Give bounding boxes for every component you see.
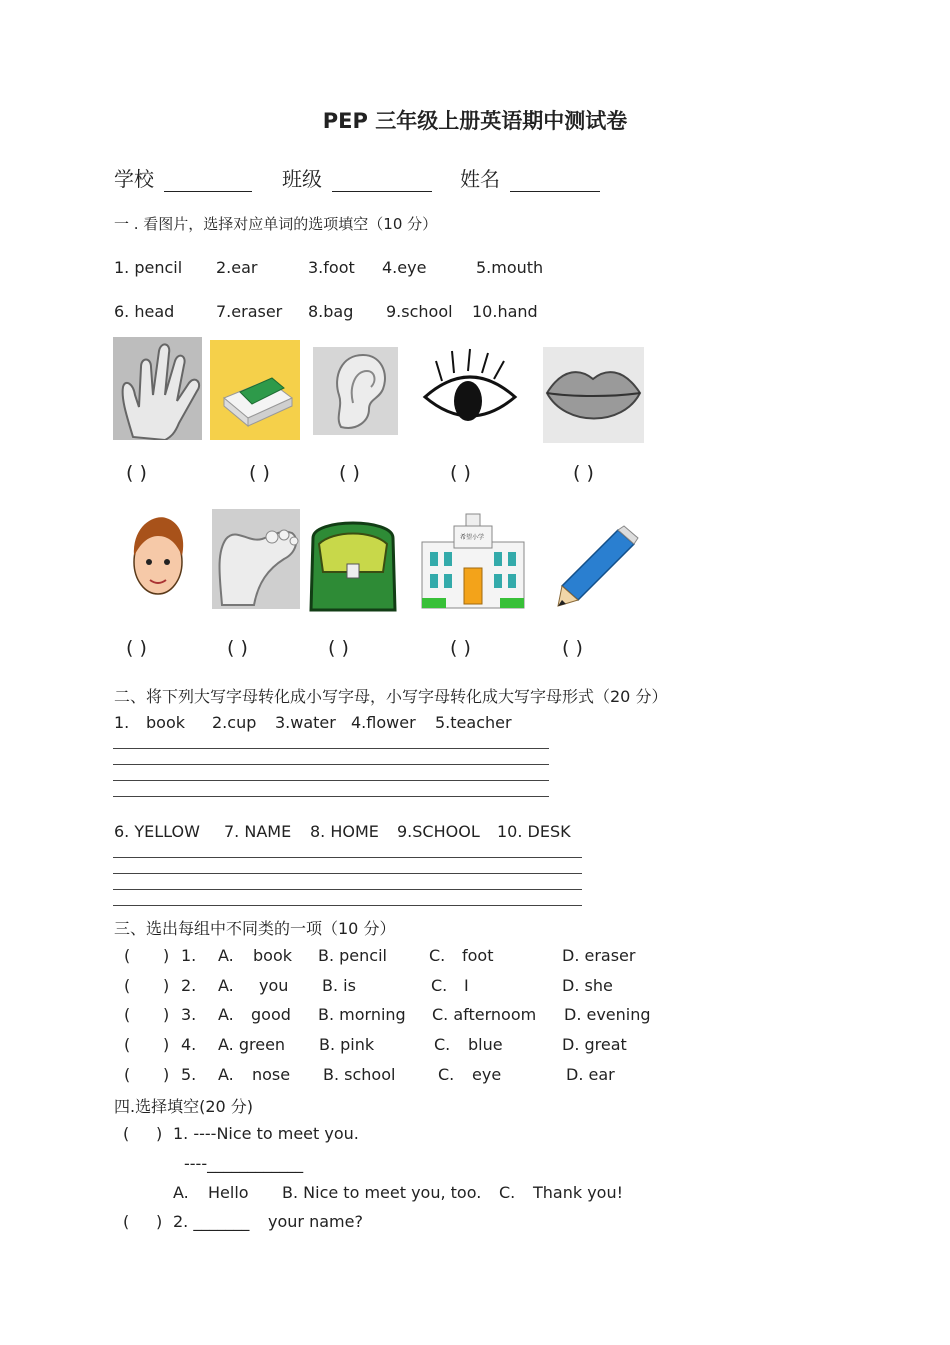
word-item: 4.eye	[382, 258, 427, 277]
option-c-text: I	[464, 976, 469, 995]
word-item: 9.SCHOOL	[397, 822, 480, 841]
option-a: A. green	[218, 1035, 286, 1054]
answer-paren-open[interactable]: (	[124, 946, 131, 965]
answer-paren[interactable]: ( )	[450, 462, 471, 484]
section2-heading: 二、将下列大写字母转化成小写字母，小写字母转化成大写字母形式（20 分）	[114, 687, 668, 706]
option-c: C.	[434, 1035, 451, 1054]
answer-paren-close: )	[163, 1035, 170, 1054]
answer-paren-close: )	[156, 1212, 163, 1231]
answer-paren-close: )	[163, 1005, 170, 1024]
name-field	[460, 163, 600, 192]
class-blank[interactable]	[332, 173, 432, 192]
option-c: C.	[499, 1183, 516, 1202]
word-item: 4.flower	[351, 713, 416, 732]
hand-icon	[113, 337, 202, 440]
answer-paren[interactable]: ( )	[249, 462, 270, 484]
head-icon	[128, 512, 188, 602]
word-item: 1. pencil	[114, 258, 183, 277]
school-blank[interactable]	[164, 173, 252, 192]
class-field	[282, 163, 432, 192]
word-item: 2.cup	[212, 713, 257, 732]
section1-heading: 一 . 看图片，选择对应单词的选项填空（10 分）	[114, 215, 438, 233]
question-number: 4.	[181, 1035, 197, 1054]
answer-paren[interactable]: ( )	[126, 462, 147, 484]
option-c: C.	[429, 946, 446, 965]
option-c-text: eye	[472, 1065, 502, 1084]
option-c: C.	[438, 1065, 455, 1084]
word-item: 5.mouth	[476, 258, 544, 277]
question-text[interactable]: 2. _______	[173, 1212, 250, 1231]
writing-line[interactable]	[113, 889, 582, 890]
writing-line[interactable]	[113, 873, 582, 874]
answer-paren[interactable]: ( )	[227, 637, 248, 659]
school-field	[114, 163, 252, 192]
section4-heading: 四.选择填空(20 分)	[114, 1097, 254, 1116]
answer-paren[interactable]: ( )	[126, 637, 147, 659]
school-icon	[416, 512, 530, 612]
option-a-text: good	[251, 1005, 291, 1024]
ear-icon	[313, 347, 398, 435]
word-item: 7. NAME	[224, 822, 292, 841]
question-text: 1. ----Nice to meet you.	[173, 1124, 359, 1143]
answer-paren[interactable]: ( )	[562, 637, 583, 659]
option-d: D. she	[562, 976, 613, 995]
pencil-icon	[548, 520, 644, 612]
answer-paren-close: )	[163, 946, 170, 965]
section3-heading: 三、选出每组中不同类的一项（10 分）	[114, 919, 396, 938]
foot-icon	[212, 509, 300, 609]
question-number: 1.	[181, 946, 197, 965]
option-d: D. eraser	[562, 946, 636, 965]
option-d: D. great	[562, 1035, 627, 1054]
name-label: 姓名	[460, 167, 500, 191]
option-a-text: Hello	[208, 1183, 249, 1202]
answer-paren-open[interactable]: (	[124, 1005, 131, 1024]
name-blank[interactable]	[510, 173, 600, 192]
page-title: PEP 三年级上册英语期中测试卷	[322, 109, 628, 133]
word-item: 10.hand	[472, 302, 538, 321]
option-a: A.	[218, 946, 234, 965]
option-a-text: you	[259, 976, 289, 995]
school-sign: 希望小学	[460, 534, 485, 541]
option-a: A.	[218, 1065, 234, 1084]
writing-line[interactable]	[113, 748, 549, 749]
question-number: 2.	[181, 976, 197, 995]
question-tail: your name?	[268, 1212, 363, 1231]
word-item: 2.ear	[216, 258, 258, 277]
bag-icon	[303, 508, 403, 618]
option-a: A.	[173, 1183, 189, 1202]
answer-paren-open[interactable]: (	[123, 1212, 130, 1231]
school-label: 学校	[114, 167, 154, 191]
word-item: 6. YELLOW	[114, 822, 200, 841]
writing-line[interactable]	[113, 857, 582, 858]
class-label: 班级	[282, 167, 322, 191]
answer-paren-close: )	[163, 1065, 170, 1084]
option-a-text: nose	[252, 1065, 291, 1084]
answer-paren-open[interactable]: (	[123, 1124, 130, 1143]
word-item: 7.eraser	[216, 302, 283, 321]
option-b: B. Nice to meet you, too.	[282, 1183, 482, 1202]
answer-paren-close: )	[156, 1124, 163, 1143]
answer-paren[interactable]: ( )	[339, 462, 360, 484]
option-b: B. pencil	[318, 946, 387, 965]
option-d: D. evening	[564, 1005, 651, 1024]
answer-paren[interactable]: ( )	[450, 637, 471, 659]
eye-icon	[420, 345, 520, 435]
word-item: 8.bag	[308, 302, 354, 321]
answer-paren-close: )	[163, 976, 170, 995]
writing-line[interactable]	[113, 905, 582, 906]
word-item: 3.water	[275, 713, 336, 732]
writing-line[interactable]	[113, 780, 549, 781]
option-d: D. ear	[566, 1065, 615, 1084]
word-item: 8. HOME	[310, 822, 379, 841]
option-b: B. pink	[319, 1035, 375, 1054]
answer-paren-open[interactable]: (	[124, 1035, 131, 1054]
option-c-text: foot	[462, 946, 494, 965]
word-item: 3.foot	[308, 258, 355, 277]
option-a: A.	[218, 1005, 234, 1024]
option-c-text: Thank you!	[533, 1183, 624, 1202]
writing-line[interactable]	[113, 796, 549, 797]
word-item: 6. head	[114, 302, 175, 321]
question-number: 3.	[181, 1005, 197, 1024]
option-b: B. morning	[318, 1005, 406, 1024]
option-c: C.	[431, 976, 448, 995]
option-b: B. is	[322, 976, 356, 995]
option-c-text: blue	[468, 1035, 503, 1054]
answer-paren-open[interactable]: (	[124, 1065, 131, 1084]
word-item: 10. DESK	[497, 822, 571, 841]
eraser-icon	[210, 340, 300, 440]
word-item: book	[146, 713, 185, 732]
answer-paren[interactable]: ( )	[573, 462, 594, 484]
mouth-icon	[543, 347, 644, 443]
option-c: C. afternoom	[432, 1005, 537, 1024]
answer-paren[interactable]: ( )	[328, 637, 349, 659]
option-a: A.	[218, 976, 234, 995]
word-item: 9.school	[386, 302, 453, 321]
reply-blank[interactable]: ----____________	[184, 1154, 304, 1173]
word-item: 1.	[114, 713, 130, 732]
writing-line[interactable]	[113, 764, 549, 765]
option-b: B. school	[323, 1065, 396, 1084]
word-item: 5.teacher	[435, 713, 512, 732]
answer-paren-open[interactable]: (	[124, 976, 131, 995]
question-number: 5.	[181, 1065, 197, 1084]
option-a-text: book	[253, 946, 292, 965]
